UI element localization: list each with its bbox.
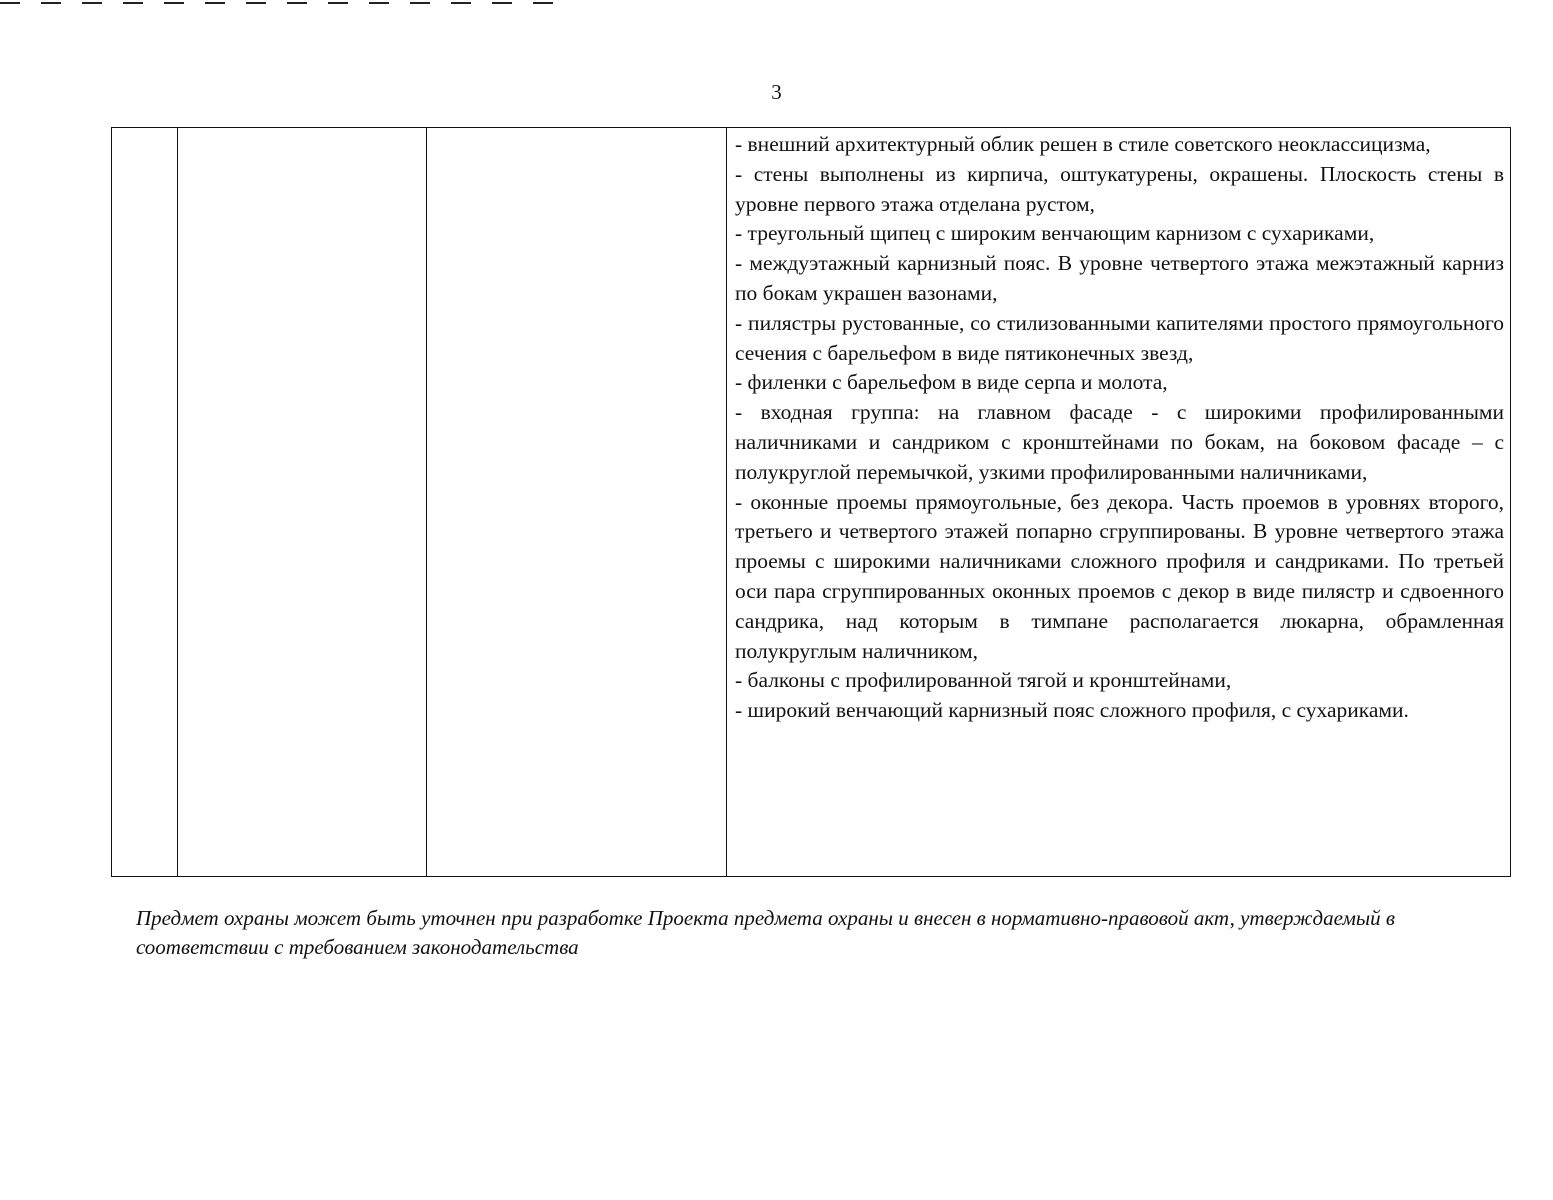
footnote-note: Предмет охраны может быть уточнен при разработке Проекта предмета охраны и внесен в нормативно-правовой акт, утверждаемый в соответствии с требованием законодательства bbox=[136, 906, 1395, 959]
dash bbox=[246, 2, 266, 4]
dash bbox=[533, 2, 553, 4]
top-dashed-cut-line bbox=[0, 2, 574, 6]
description-item: - пилястры рустованные, со стилизованными капителями простого прямоугольного сечения с барельефом в виде пятиконечных звезд, bbox=[735, 310, 1504, 365]
description-item: - широкий венчающий карнизный пояс сложного профиля, с сухариками. bbox=[735, 698, 1409, 723]
description-item: - междуэтажный карнизный пояс. В уровне четвертого этажа межэтажный карниз по бокам украшен вазонами, bbox=[735, 251, 1504, 305]
dash bbox=[41, 2, 61, 4]
dash bbox=[123, 2, 143, 4]
dash bbox=[492, 2, 512, 4]
page-number: 3 bbox=[771, 80, 782, 104]
dash bbox=[287, 2, 307, 4]
dash bbox=[82, 2, 102, 4]
table-cell-subject bbox=[427, 128, 727, 877]
description-item: - филенки с барельефом в виде серпа и молота, bbox=[735, 370, 1168, 395]
dash bbox=[369, 2, 389, 4]
dash bbox=[0, 2, 20, 4]
description-item: - балконы с профилированной тягой и кронштейнами, bbox=[735, 668, 1232, 693]
dash bbox=[410, 2, 430, 4]
dash bbox=[451, 2, 471, 4]
description-item: - оконные проемы прямоугольные, без декора. Часть проемов в уровнях второго, третьего и четвертого этажей попарно сгруппированы. В уровне четвертого этажа проемы с широкими наличниками сложного профиля и сандриками. По третьей оси пара сгруппированных оконных проемов с декор в виде пилястр и сдвоенного сандрика, над которым в тимпане располагается люкарна, обрамленная полукруглым наличником, bbox=[735, 489, 1504, 663]
table-row bbox=[112, 128, 1511, 877]
table-cell-description bbox=[727, 128, 1511, 877]
protection-subject-table bbox=[111, 127, 1511, 877]
description-item: - треугольный щипец с широким венчающим карнизом с сухариками, bbox=[735, 221, 1375, 246]
table-cell-element bbox=[178, 128, 427, 877]
dash bbox=[205, 2, 225, 4]
description-item: - внешний архитектурный облик решен в стиле советского неоклассицизма, bbox=[735, 132, 1431, 156]
dash bbox=[328, 2, 348, 4]
table-cell-number bbox=[112, 128, 178, 877]
description-item: - входная группа: на главном фасаде - с широкими профилированными наличниками и сандриком с кронштейнами по бокам, на боковом фасаде – с полукруглой перемычкой, узкими профилированными наличниками, bbox=[735, 400, 1504, 484]
dash bbox=[164, 2, 184, 4]
description-item: - стены выполнены из кирпича, оштукатурены, окрашены. Плоскость стены в уровне первого этажа отделана рустом, bbox=[735, 161, 1504, 216]
